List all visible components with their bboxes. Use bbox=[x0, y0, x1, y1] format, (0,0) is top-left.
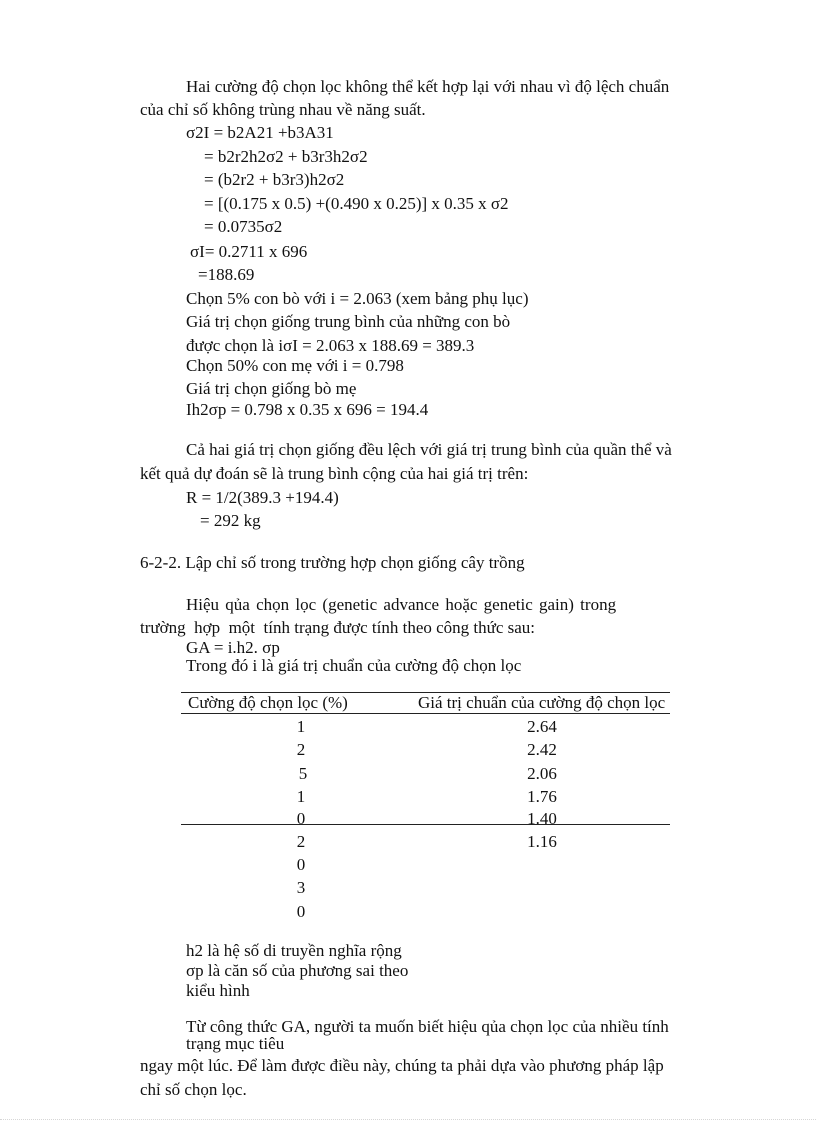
note-line: σp là căn số của phương sai theo bbox=[186, 961, 409, 980]
table-cell-standard-value: 2.06 bbox=[527, 764, 557, 783]
formula-line: Giá trị chọn giống trung bình của những con bò bbox=[186, 312, 511, 331]
table-cell-standard-value: 2.42 bbox=[527, 740, 557, 759]
formula-line: = 0.0735σ2 bbox=[204, 217, 283, 236]
para4-line1: Từ công thức GA, người ta muốn biết hiệu qủa chọn lọc của nhiều tính bbox=[186, 1017, 669, 1036]
para1-line2: của chỉ số không trùng nhau về năng suất. bbox=[140, 100, 426, 119]
table-cell-intensity: 0 bbox=[296, 902, 306, 921]
formula-line: được chọn là iσI = 2.063 x 188.69 = 389.3 bbox=[186, 336, 475, 355]
page-bottom-divider bbox=[0, 1119, 816, 1120]
para2-line2: kết quả dự đoán sẽ là trung bình cộng của hai giá trị trên: bbox=[140, 464, 529, 483]
table-cell-standard-value: 2.64 bbox=[527, 717, 557, 736]
formula-line: Chọn 5% con bò với i = 2.063 (xem bảng phụ lục) bbox=[186, 289, 529, 308]
table-cell-intensity: 2 bbox=[296, 832, 306, 851]
note-line: h2 là hệ số di truyền nghĩa rộng bbox=[186, 941, 402, 960]
para3-line2: trường hợp một tính trạng được tính theo công thức sau: bbox=[140, 618, 536, 637]
para1-line1: Hai cường độ chọn lọc không thể kết hợp lại với nhau vì độ lệch chuẩn bbox=[186, 77, 670, 96]
result-formula: R = 1/2(389.3 +194.4) bbox=[186, 488, 339, 507]
para3-line4: Trong đó i là giá trị chuẩn của cường độ chọn lọc bbox=[186, 656, 522, 675]
table-cell-intensity: 0 bbox=[296, 809, 306, 828]
table-cell-intensity: 0 bbox=[296, 855, 306, 874]
formula-line: σ2I = b2A21 +b3A31 bbox=[186, 123, 334, 142]
table-cell-intensity: 3 bbox=[296, 878, 306, 897]
formula-line: Ih2σp = 0.798 x 0.35 x 696 = 194.4 bbox=[186, 400, 429, 419]
ga-formula: GA = i.h2. σp bbox=[186, 638, 280, 657]
table-cell-standard-value: 1.16 bbox=[527, 832, 557, 851]
formula-line: Giá trị chọn giống bò mẹ bbox=[186, 379, 357, 398]
table-cell-intensity: 1 bbox=[296, 717, 306, 736]
table-header-rule bbox=[181, 713, 670, 714]
formula-line: σI= 0.2711 x 696 bbox=[190, 242, 308, 261]
formula-line: = (b2r2 + b3r3)h2σ2 bbox=[204, 170, 345, 189]
table-header-standard-value: Giá trị chuẩn của cường độ chọn lọc bbox=[418, 693, 666, 712]
para2-line1: Cả hai giá trị chọn giống đều lệch với giá trị trung bình của quần thể và bbox=[186, 440, 672, 459]
note-line: kiểu hình bbox=[186, 981, 250, 1000]
table-cell-intensity: 5 bbox=[298, 764, 308, 783]
table-cell-intensity: 2 bbox=[296, 740, 306, 759]
formula-line: =188.69 bbox=[198, 265, 255, 284]
formula-line: Chọn 50% con mẹ với i = 0.798 bbox=[186, 356, 404, 375]
para3-line1: Hiệu qủa chọn lọc (genetic advance hoặc genetic gain) trong bbox=[186, 595, 617, 614]
table-cell-intensity: 1 bbox=[296, 787, 306, 806]
formula-line: = b2r2h2σ2 + b3r3h2σ2 bbox=[204, 147, 368, 166]
formula-line: = [(0.175 x 0.5) +(0.490 x 0.25)] x 0.35 x σ2 bbox=[204, 194, 509, 213]
para4-line4: chỉ số chọn lọc. bbox=[140, 1080, 247, 1099]
section-heading: 6-2-2. Lập chỉ số trong trường hợp chọn giống cây trồng bbox=[140, 553, 525, 572]
table-cell-standard-value: 1.76 bbox=[527, 787, 557, 806]
table-bottom-rule bbox=[181, 824, 670, 825]
table-header-intensity: Cường độ chọn lọc (%) bbox=[188, 693, 348, 712]
table-cell-standard-value: 1.40 bbox=[527, 809, 557, 828]
result-value: = 292 kg bbox=[200, 511, 261, 530]
para4-line2: trạng mục tiêu bbox=[186, 1034, 285, 1053]
para4-line3: ngay một lúc. Để làm được điều này, chúng ta phải dựa vào phương pháp lập bbox=[140, 1056, 664, 1075]
